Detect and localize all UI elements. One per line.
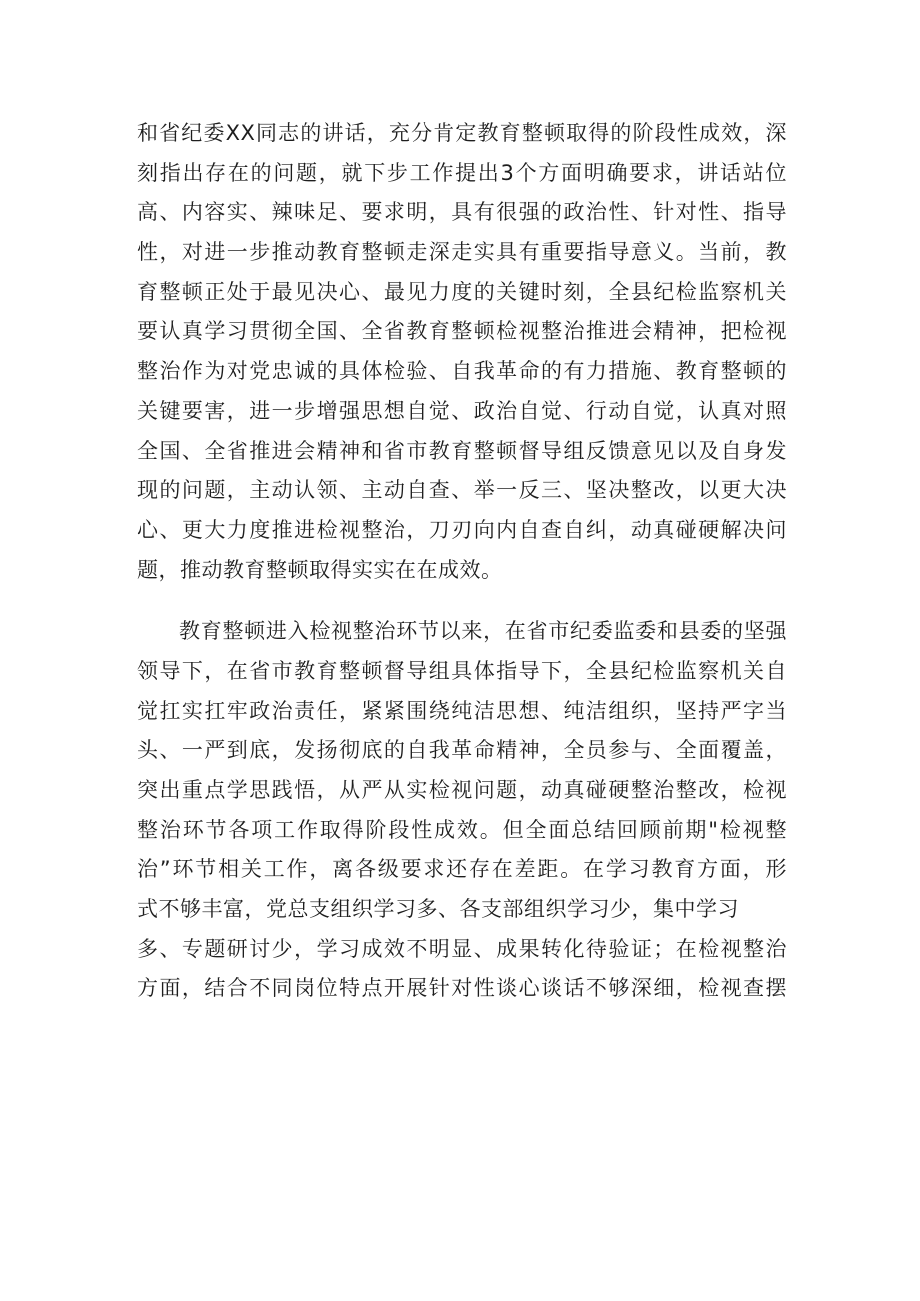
text-line: 多、专题研讨少，学习成效不明显、成果转化待验证；在检视整治: [137, 936, 787, 961]
text-line: 治”环节相关工作，离各级要求还存在差距。在学习教育方面，形: [137, 857, 787, 882]
text-line: 觉扛实扛牢政治责任，紧紧围绕纯洁思想、纯洁组织，坚持严字当: [137, 698, 787, 723]
text-line: 心、更大力度推进检视整治，刀刃向内自查自纠，动真碰硬解决问: [137, 517, 787, 542]
text-line: 刻指出存在的问题，就下步工作提出3个方面明确要求，讲话站位: [137, 160, 787, 185]
text-line: 整治环节各项工作取得阶段性成效。但全面总结回顾前期"检视整: [137, 817, 787, 842]
text-line: 和省纪委XX同志的讲话，充分肯定教育整顿取得的阶段性成效，深: [137, 121, 787, 145]
text-line: 突出重点学思践悟，从严从实检视问题，动真碰硬整治整改，检视: [137, 778, 787, 802]
text-line: 要认真学习贯彻全国、全省教育整顿检视整治推进会精神，把检视: [137, 319, 787, 344]
paragraph-1: [137, 114, 787, 590]
text-line: 高、内容实、辣味足、要求明，具有很强的政治性、针对性、指导: [137, 200, 787, 225]
text-line: 头、一严到底，发扬彻底的自我革命精神，全员参与、全面覆盖，: [137, 738, 787, 763]
text-line: 性，对进一步推动教育整顿走深走实具有重要指导意义。当前，教: [137, 240, 787, 265]
text-line: 关键要害，进一步增强思想自觉、政治自觉、行动自觉，认真对照: [137, 398, 787, 423]
paragraph-spacer: [137, 590, 787, 612]
text-line: 全国、全省推进会精神和省市教育整顿督导组反馈意见以及自身发: [137, 438, 787, 463]
paragraph-2: [137, 612, 787, 1009]
text-line: 领导下，在省市教育整顿督导组具体指导下，全县纪检监察机关自: [137, 658, 787, 683]
text-line: 方面，结合不同岗位特点开展针对性谈心谈话不够深细，检视查摆: [137, 976, 787, 1001]
text-line: 现的问题，主动认领、主动自查、举一反三、坚决整改，以更大决: [137, 478, 787, 503]
text-line: 题，推动教育整顿取得实实在在成效。: [137, 557, 503, 582]
text-line: 育整顿正处于最见决心、最见力度的关键时刻，全县纪检监察机关: [137, 279, 787, 304]
text-line: 教育整顿进入检视整治环节以来，在省市纪委监委和县委的坚强: [179, 619, 787, 644]
text-line: 式不够丰富，党总支组织学习多、各支部组织学习少，集中学习: [137, 897, 739, 922]
document-body: [137, 114, 787, 1009]
text-line: 整治作为对党忠诚的具体检验、自我革命的有力措施、教育整顿的: [137, 359, 787, 384]
